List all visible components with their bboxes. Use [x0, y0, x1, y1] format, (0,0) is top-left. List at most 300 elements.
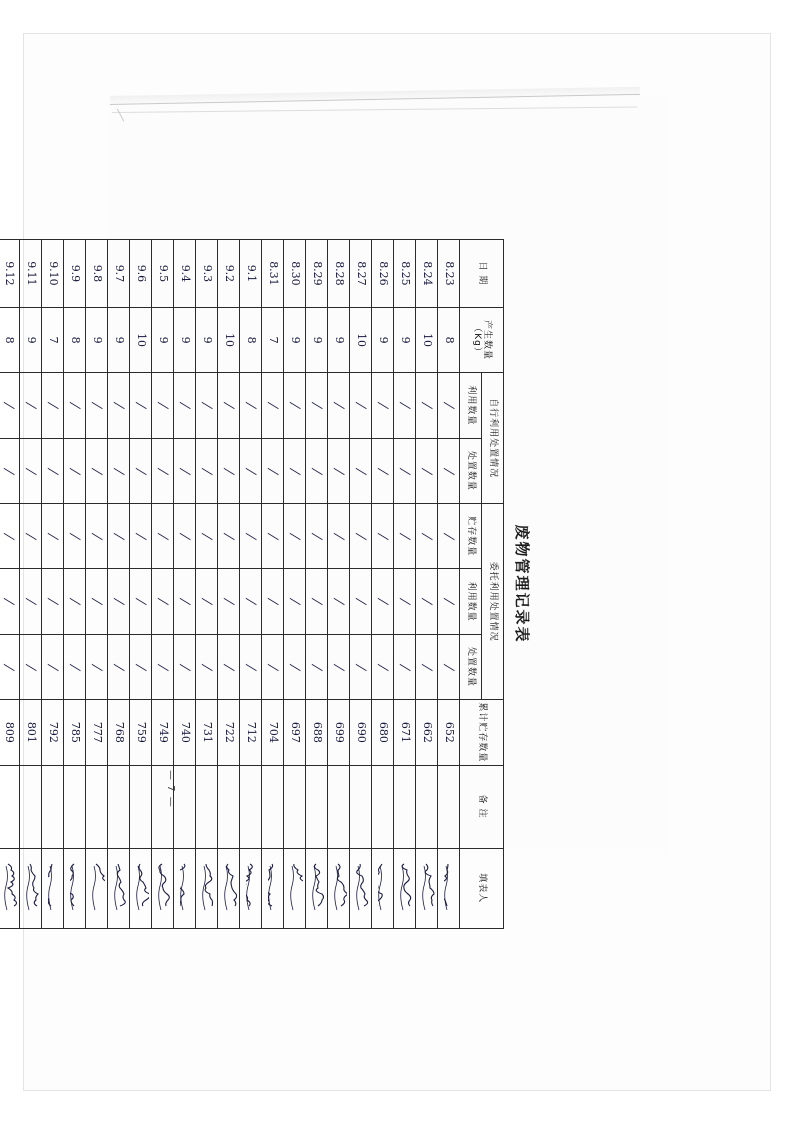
cell-value-date: 8.29 — [310, 260, 324, 286]
cell-value-entrust-dispose: / — [67, 662, 83, 671]
col-header-generated-line2: （Kg） — [472, 322, 483, 357]
cell-entrust-store — [42, 503, 64, 568]
cell-entrust-store — [306, 503, 328, 568]
cell-value-entrust-use: / — [133, 596, 149, 606]
cell-filler — [350, 848, 372, 929]
cell-value-entrust-dispose: / — [133, 662, 149, 671]
cell-entrust-store — [64, 503, 86, 568]
cell-entrust-dispose — [328, 634, 350, 699]
cell-date — [372, 239, 394, 307]
cell-entrust-dispose — [42, 634, 64, 699]
waste-record-table — [0, 239, 504, 929]
signature-mark — [268, 862, 281, 914]
cell-value-self-dispose: / — [243, 466, 259, 475]
cell-generated — [86, 307, 108, 372]
cell-value-self-dispose: / — [199, 466, 215, 475]
cell-entrust-store — [284, 503, 306, 568]
cell-entrust-dispose — [218, 634, 240, 699]
table-row — [218, 239, 240, 928]
cell-value-entrust-dispose: / — [441, 662, 457, 671]
cell-value-generated: 9 — [156, 336, 170, 344]
cell-cumulative — [218, 699, 240, 764]
cell-date — [438, 239, 460, 307]
cell-value-entrust-dispose: / — [1, 662, 17, 671]
table-row — [20, 239, 42, 928]
cell-value-self-dispose: / — [89, 466, 105, 475]
cell-value-date: 8.24 — [420, 260, 434, 286]
cell-remark — [416, 765, 438, 848]
col-header-remark: 备 注 — [460, 765, 504, 848]
cell-value-generated: 8 — [68, 336, 82, 344]
cell-value-entrust-store: / — [23, 531, 39, 541]
cell-date — [240, 239, 262, 307]
cell-entrust-store — [152, 503, 174, 568]
cell-generated — [240, 307, 262, 372]
cell-value-generated: 10 — [420, 332, 434, 347]
cell-value-date: 9.1 — [244, 264, 258, 282]
cell-cumulative — [20, 699, 42, 764]
cell-value-entrust-store: / — [199, 531, 215, 541]
cell-value-entrust-store: / — [45, 531, 61, 541]
cell-self-use — [174, 372, 196, 437]
cell-value-date: 8.25 — [398, 260, 412, 286]
cell-entrust-use — [218, 568, 240, 633]
signature-mark — [312, 862, 325, 914]
cell-generated — [394, 307, 416, 372]
cell-remark — [350, 765, 372, 848]
cell-date — [20, 239, 42, 307]
cell-self-use — [130, 372, 152, 437]
cell-entrust-use — [108, 568, 130, 633]
cell-entrust-store — [328, 503, 350, 568]
cell-value-generated: 9 — [200, 336, 214, 344]
cell-date — [152, 239, 174, 307]
cell-value-self-dispose: / — [177, 466, 193, 475]
cell-remark — [284, 765, 306, 848]
table-row — [130, 239, 152, 928]
cell-date — [42, 239, 64, 307]
cell-date — [174, 239, 196, 307]
cell-self-dispose — [42, 438, 64, 503]
cell-entrust-dispose — [240, 634, 262, 699]
cell-remark — [42, 765, 64, 848]
cell-value-self-use: / — [441, 400, 457, 410]
table-row — [240, 239, 262, 928]
signature-mark — [26, 862, 39, 914]
cell-entrust-store — [0, 503, 20, 568]
cell-value-self-dispose: / — [221, 466, 237, 475]
cell-value-self-dispose: / — [441, 466, 457, 475]
cell-entrust-use — [306, 568, 328, 633]
cell-entrust-use — [0, 568, 20, 633]
cell-entrust-use — [438, 568, 460, 633]
cell-value-generated: 9 — [24, 336, 38, 344]
cell-value-self-use: / — [265, 400, 281, 410]
cell-entrust-use — [284, 568, 306, 633]
cell-entrust-store — [240, 503, 262, 568]
cell-entrust-use — [130, 568, 152, 633]
cell-value-entrust-store: / — [155, 531, 171, 541]
cell-value-entrust-use: / — [353, 596, 369, 606]
cell-value-cumulative: 759 — [134, 721, 148, 743]
table-row — [196, 239, 218, 928]
cell-entrust-dispose — [306, 634, 328, 699]
cell-value-entrust-use: / — [243, 596, 259, 606]
cell-date — [350, 239, 372, 307]
table-row — [86, 239, 108, 928]
cell-value-generated: 10 — [354, 332, 368, 347]
signature-mark — [158, 862, 171, 914]
page-title: 废物管理记录表 — [513, 523, 531, 643]
table-row — [328, 239, 350, 928]
cell-filler — [64, 848, 86, 929]
cell-filler — [328, 848, 350, 929]
cell-filler — [284, 848, 306, 929]
cell-generated — [152, 307, 174, 372]
cell-value-entrust-use: / — [331, 596, 347, 606]
cell-value-cumulative: 722 — [222, 721, 236, 743]
cell-date — [416, 239, 438, 307]
signature-mark — [422, 862, 435, 914]
signature-mark — [4, 862, 17, 914]
cell-value-generated: 9 — [398, 336, 412, 344]
cell-self-use — [262, 372, 284, 437]
cell-remark — [174, 765, 196, 848]
cell-self-dispose — [394, 438, 416, 503]
cell-value-entrust-use: / — [111, 596, 127, 606]
cell-generated — [130, 307, 152, 372]
cell-entrust-dispose — [438, 634, 460, 699]
cell-filler — [218, 848, 240, 929]
cell-entrust-use — [240, 568, 262, 633]
cell-value-entrust-dispose: / — [287, 662, 303, 671]
col-header-cumulative-storage: 累计贮存数量 — [460, 699, 504, 764]
table-group-header-row — [482, 239, 504, 928]
cell-filler — [152, 848, 174, 929]
signature-mark — [48, 862, 61, 914]
cell-remark — [394, 765, 416, 848]
cell-self-use — [218, 372, 240, 437]
cell-value-generated: 10 — [222, 332, 236, 347]
cell-generated — [372, 307, 394, 372]
cell-cumulative — [64, 699, 86, 764]
cell-value-self-use: / — [45, 400, 61, 410]
cell-self-dispose — [284, 438, 306, 503]
cell-value-date: 8.28 — [332, 260, 346, 286]
cell-entrust-store — [196, 503, 218, 568]
cell-entrust-use — [328, 568, 350, 633]
table-row — [438, 239, 460, 928]
cell-self-use — [438, 372, 460, 437]
cell-value-date: 8.30 — [288, 260, 302, 286]
cell-date — [328, 239, 350, 307]
cell-cumulative — [174, 699, 196, 764]
cell-value-date: 8.27 — [354, 260, 368, 286]
cell-generated — [416, 307, 438, 372]
cell-value-entrust-store: / — [441, 531, 457, 541]
cell-generated — [0, 307, 20, 372]
cell-remark — [20, 765, 42, 848]
cell-self-dispose — [306, 438, 328, 503]
signature-mark — [180, 862, 193, 914]
cell-self-dispose — [416, 438, 438, 503]
col-group-self-handling: 自行利用处置情况 — [482, 372, 504, 503]
cell-value-cumulative: 801 — [24, 721, 38, 743]
cell-entrust-dispose — [152, 634, 174, 699]
col-header-generated — [460, 307, 504, 372]
cell-remark — [0, 765, 20, 848]
cell-value-self-dispose: / — [265, 466, 281, 475]
cell-value-date: 8.23 — [442, 260, 456, 286]
cell-cumulative — [284, 699, 306, 764]
waste-management-record-document — [1, 239, 533, 929]
cell-value-entrust-use: / — [155, 596, 171, 606]
cell-entrust-store — [218, 503, 240, 568]
cell-value-self-use: / — [23, 400, 39, 410]
cell-filler — [394, 848, 416, 929]
cell-date — [64, 239, 86, 307]
cell-filler — [416, 848, 438, 929]
cell-value-cumulative: 777 — [90, 721, 104, 743]
cell-value-cumulative: 809 — [2, 721, 16, 743]
cell-cumulative — [152, 699, 174, 764]
cell-self-use — [64, 372, 86, 437]
cell-filler — [196, 848, 218, 929]
cell-self-dispose — [86, 438, 108, 503]
cell-cumulative — [240, 699, 262, 764]
cell-value-entrust-store: / — [287, 531, 303, 541]
cell-value-self-use: / — [111, 400, 127, 410]
cell-entrust-store — [438, 503, 460, 568]
cell-self-dispose — [174, 438, 196, 503]
cell-value-date: 9.9 — [68, 264, 82, 282]
cell-self-dispose — [152, 438, 174, 503]
cell-self-use — [328, 372, 350, 437]
cell-value-cumulative: 680 — [376, 721, 390, 743]
cell-entrust-dispose — [64, 634, 86, 699]
cell-value-entrust-store: / — [89, 531, 105, 541]
cell-self-use — [196, 372, 218, 437]
cell-value-date: 8.31 — [266, 260, 280, 286]
cell-self-use — [416, 372, 438, 437]
cell-value-generated: 9 — [310, 336, 324, 344]
cell-value-self-use: / — [287, 400, 303, 410]
cell-value-generated: 9 — [376, 336, 390, 344]
cell-entrust-store — [108, 503, 130, 568]
cell-value-self-dispose: / — [133, 466, 149, 475]
cell-date — [196, 239, 218, 307]
cell-value-entrust-dispose: / — [23, 662, 39, 671]
cell-filler — [306, 848, 328, 929]
cell-generated — [438, 307, 460, 372]
cell-entrust-store — [262, 503, 284, 568]
cell-entrust-store — [416, 503, 438, 568]
cell-entrust-store — [20, 503, 42, 568]
cell-date — [218, 239, 240, 307]
cell-entrust-dispose — [262, 634, 284, 699]
cell-value-generated: 8 — [442, 336, 456, 344]
table-row — [394, 239, 416, 928]
cell-value-entrust-use: / — [221, 596, 237, 606]
table-row — [350, 239, 372, 928]
cell-self-dispose — [240, 438, 262, 503]
cell-value-self-use: / — [221, 400, 237, 410]
cell-value-cumulative: 662 — [420, 721, 434, 743]
cell-entrust-use — [394, 568, 416, 633]
table-row — [262, 239, 284, 928]
table-row — [42, 239, 64, 928]
signature-mark — [356, 862, 369, 914]
cell-value-entrust-store: / — [133, 531, 149, 541]
cell-value-cumulative: 671 — [398, 721, 412, 743]
col-header-self-dispose: 处置数量 — [460, 438, 482, 503]
cell-cumulative — [108, 699, 130, 764]
cell-value-entrust-store: / — [353, 531, 369, 541]
cell-self-use — [350, 372, 372, 437]
cell-value-generated: 8 — [244, 336, 258, 344]
cell-entrust-dispose — [284, 634, 306, 699]
cell-entrust-dispose — [416, 634, 438, 699]
cell-cumulative — [262, 699, 284, 764]
cell-value-entrust-use: / — [67, 596, 83, 606]
table-row — [284, 239, 306, 928]
table-row — [416, 239, 438, 928]
cell-self-use — [0, 372, 20, 437]
cell-entrust-use — [350, 568, 372, 633]
cell-remark — [438, 765, 460, 848]
cell-entrust-use — [42, 568, 64, 633]
col-header-entrust-dispose: 处置数量 — [460, 634, 482, 699]
cell-remark — [108, 765, 130, 848]
table-row — [64, 239, 86, 928]
cell-generated — [196, 307, 218, 372]
cell-value-entrust-store: / — [331, 531, 347, 541]
cell-value-entrust-dispose: / — [243, 662, 259, 671]
cell-value-entrust-store: / — [375, 531, 391, 541]
col-header-generated-line1: 产生数量 — [481, 319, 492, 360]
table-row — [152, 239, 174, 928]
cell-value-date: 9.10 — [46, 260, 60, 286]
cell-value-generated: 9 — [112, 336, 126, 344]
signature-mark — [246, 862, 259, 914]
signature-mark — [114, 862, 127, 914]
cell-value-generated: 7 — [266, 336, 280, 344]
col-header-date: 日 期 — [460, 239, 504, 307]
cell-value-self-dispose: / — [397, 466, 413, 475]
cell-self-use — [284, 372, 306, 437]
cell-entrust-dispose — [108, 634, 130, 699]
cell-value-entrust-dispose: / — [221, 662, 237, 671]
cell-value-entrust-use: / — [45, 596, 61, 606]
cell-cumulative — [350, 699, 372, 764]
cell-filler — [0, 848, 20, 929]
cell-value-generated: 9 — [90, 336, 104, 344]
col-header-entrust-use: 利用数量 — [460, 568, 482, 633]
cell-remark — [240, 765, 262, 848]
cell-value-self-use: / — [331, 400, 347, 410]
cell-cumulative — [42, 699, 64, 764]
cell-cumulative — [394, 699, 416, 764]
cell-filler — [108, 848, 130, 929]
cell-generated — [42, 307, 64, 372]
cell-entrust-dispose — [350, 634, 372, 699]
cell-value-cumulative: 697 — [288, 721, 302, 743]
cell-value-cumulative: 731 — [200, 721, 214, 743]
cell-value-entrust-store: / — [111, 531, 127, 541]
cell-value-entrust-store: / — [221, 531, 237, 541]
cell-filler — [86, 848, 108, 929]
cell-value-self-dispose: / — [331, 466, 347, 475]
cell-value-date: 9.4 — [178, 264, 192, 282]
cell-entrust-store — [174, 503, 196, 568]
cell-cumulative — [130, 699, 152, 764]
cell-entrust-dispose — [0, 634, 20, 699]
cell-value-self-use: / — [67, 400, 83, 410]
cell-value-self-use: / — [89, 400, 105, 410]
cell-generated — [108, 307, 130, 372]
cell-value-date: 9.7 — [112, 264, 126, 282]
cell-value-self-use: / — [133, 400, 149, 410]
cell-entrust-store — [130, 503, 152, 568]
cell-value-self-dispose: / — [45, 466, 61, 475]
cell-date — [0, 239, 20, 307]
table-row — [0, 239, 20, 928]
signature-mark — [400, 862, 413, 914]
cell-value-generated: 10 — [134, 332, 148, 347]
cell-filler — [240, 848, 262, 929]
cell-self-dispose — [350, 438, 372, 503]
cell-self-dispose — [328, 438, 350, 503]
cell-entrust-use — [416, 568, 438, 633]
cell-value-entrust-store: / — [67, 531, 83, 541]
cell-value-entrust-dispose: / — [89, 662, 105, 671]
cell-self-use — [152, 372, 174, 437]
cell-self-dispose — [196, 438, 218, 503]
cell-entrust-dispose — [20, 634, 42, 699]
cell-value-cumulative: 792 — [46, 721, 60, 743]
cell-filler — [262, 848, 284, 929]
cell-self-use — [20, 372, 42, 437]
cell-value-cumulative: 652 — [442, 721, 456, 743]
cell-cumulative — [196, 699, 218, 764]
cell-value-entrust-store: / — [177, 531, 193, 541]
cell-remark — [218, 765, 240, 848]
signature-mark — [70, 862, 83, 914]
cell-filler — [130, 848, 152, 929]
cell-entrust-store — [394, 503, 416, 568]
cell-value-self-dispose: / — [111, 466, 127, 475]
cell-value-self-dispose: / — [1, 466, 17, 475]
cell-value-entrust-store: / — [265, 531, 281, 541]
cell-self-dispose — [64, 438, 86, 503]
cell-value-self-dispose: / — [353, 466, 369, 475]
cell-value-date: 8.26 — [376, 260, 390, 286]
cell-remark — [86, 765, 108, 848]
cell-entrust-use — [86, 568, 108, 633]
cell-value-entrust-dispose: / — [111, 662, 127, 671]
cell-self-use — [306, 372, 328, 437]
cell-self-use — [394, 372, 416, 437]
cell-value-entrust-store: / — [309, 531, 325, 541]
cell-value-entrust-store: / — [419, 531, 435, 541]
cell-value-self-use: / — [177, 400, 193, 410]
cell-value-self-dispose: / — [155, 466, 171, 475]
cell-generated — [174, 307, 196, 372]
cell-value-cumulative: 699 — [332, 721, 346, 743]
cell-self-use — [372, 372, 394, 437]
cell-self-dispose — [108, 438, 130, 503]
cell-date — [306, 239, 328, 307]
